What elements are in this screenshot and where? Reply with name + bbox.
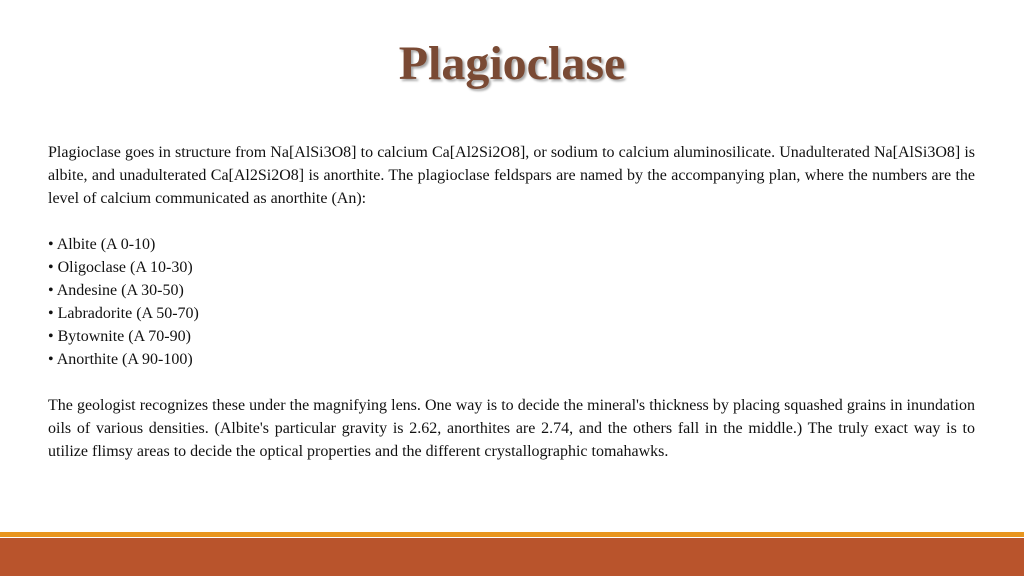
feldspar-list	[48, 233, 975, 371]
footer-bar	[0, 538, 1024, 576]
list-item: • Andesine (A 30-50)	[48, 282, 184, 299]
list-item: • Anorthite (A 90-100)	[48, 351, 193, 368]
list-item: • Albite (A 0-10)	[48, 236, 156, 253]
slide-body	[48, 141, 975, 463]
spacer	[48, 371, 975, 394]
intro-paragraph: Plagioclase goes in structure from Na[AlSi3O8] to calcium Ca[Al2Si2O8], or sodium to calcium aluminosilicate. Unadulterated Na[AlSi3O8] is albite, and unadulterated Ca[Al2Si2O8] is anorthite. The plagioclase feldspars are named by the accompanying plan, where the numbers are the level of calcium communicated as anorthite (An):	[48, 144, 975, 207]
slide-title: Plagioclase	[398, 37, 626, 90]
footer-accent-line	[0, 532, 1024, 537]
list-item: • Oligoclase (A 10-30)	[48, 259, 193, 276]
list-item: • Labradorite (A 50-70)	[48, 305, 199, 322]
closing-paragraph: The geologist recognizes these under the magnifying lens. One way is to decide the mineral's thickness by placing squashed grains in inundation oils of various densities. (Albite's particular gravity is 2.62, anorthites are 2.74, and the others fall in the middle.) The truly exact way is to utilize flimsy areas to decide the optical properties and the different crystallographic tomahawks.	[48, 397, 975, 460]
list-item: • Bytownite (A 70-90)	[48, 328, 191, 345]
spacer	[48, 210, 975, 233]
